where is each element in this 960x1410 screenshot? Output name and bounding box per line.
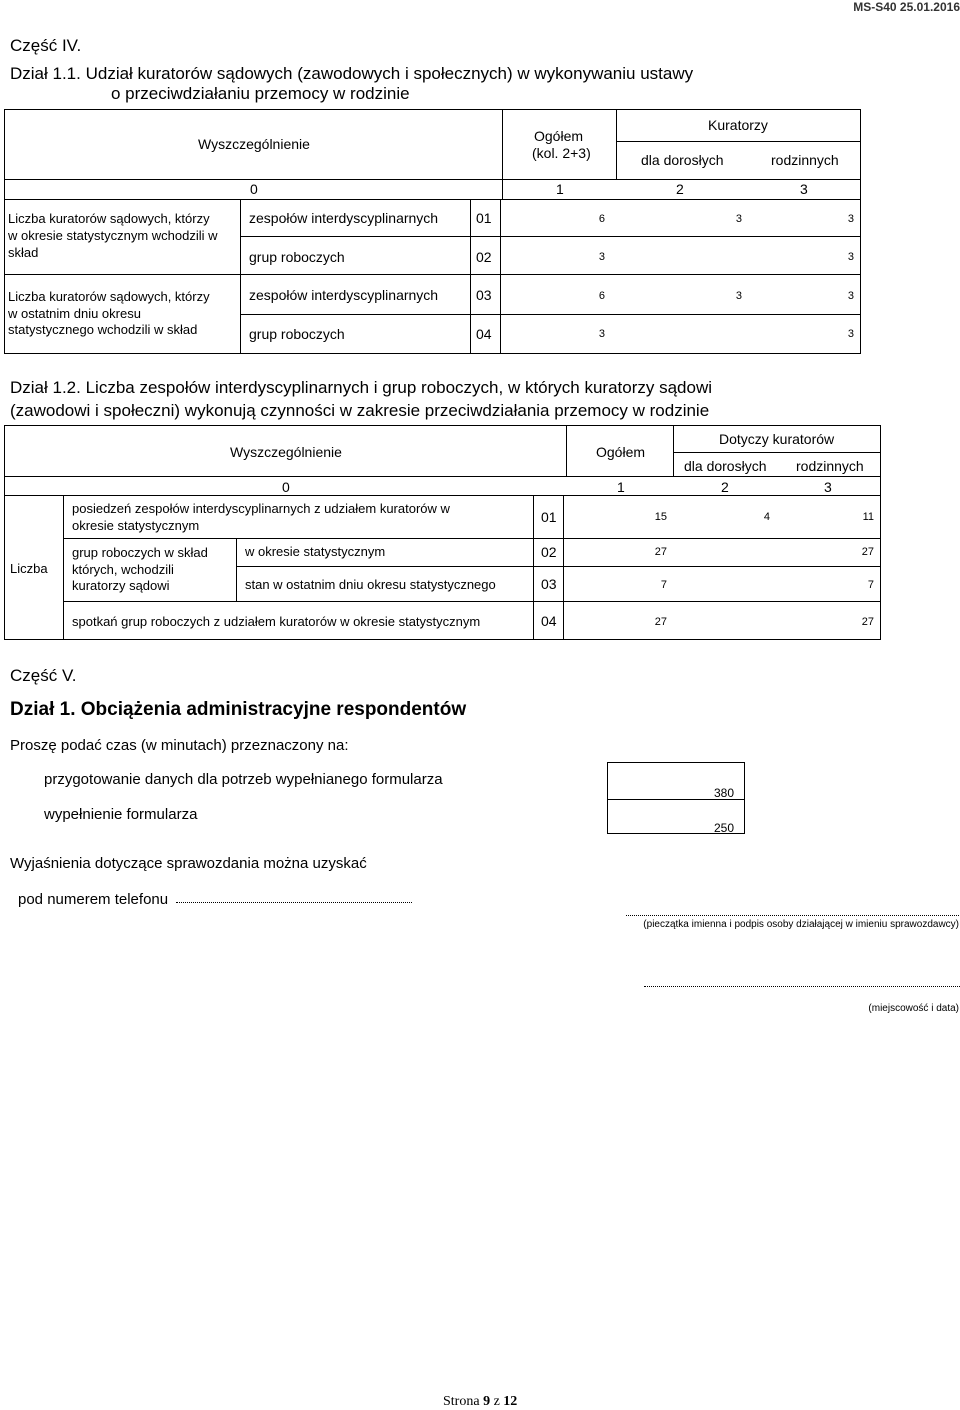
of-word: z: [493, 1394, 500, 1409]
t1-row-label: zespołów interdyscyplinarnych: [249, 287, 439, 303]
t2-row-code: 03: [541, 576, 557, 592]
t2-row4-label: spotkań grup roboczych z udziałem kuratorów w okresie statystycznym: [72, 614, 481, 629]
t1-header-total-formula: (kol. 2+3): [532, 145, 591, 161]
t2-row-family: 27: [861, 616, 874, 628]
stamp-signature-field[interactable]: [626, 915, 959, 916]
t1-row-family: 3: [847, 328, 854, 340]
t2-row-total: 27: [654, 616, 667, 628]
t2-group-label-line1: grup roboczych w skład: [72, 545, 208, 560]
phone-label: pod numerem telefonu: [18, 891, 169, 908]
t1-header-adult: dla dorosłych: [641, 152, 724, 168]
t1-group1-line1: Liczba kuratorów sądowych, którzy: [8, 211, 210, 226]
section-1-2-title-line1: Dział 1.2. Liczba zespołów interdyscyplinarnych i grup roboczych, w których kuratorzy sądowi: [10, 378, 713, 397]
t1-row-total: 3: [598, 328, 605, 340]
t1-row-code: 03: [476, 287, 492, 303]
t2-row-total: 7: [660, 579, 667, 591]
t2-col-2: 2: [721, 479, 729, 495]
t1-row-adult: 3: [735, 290, 742, 302]
t1-col-2: 2: [676, 181, 684, 197]
t1-row-code: 02: [476, 249, 492, 265]
t1-row-label: grup roboczych: [249, 326, 345, 342]
t1-group2-line2: w ostatnim dniu okresu: [8, 306, 141, 321]
part5-section-title: Dział 1. Obciążenia administracyjne respondentów: [10, 699, 467, 720]
t2-row-label: w okresie statystycznym: [245, 544, 386, 559]
t2-col-0: 0: [282, 479, 290, 495]
prep-time-value[interactable]: 380: [713, 786, 734, 800]
t2-header-dotyczy: Dotyczy kuratorów: [719, 431, 835, 447]
t1-header-kuratorzy: Kuratorzy: [708, 117, 768, 133]
t1-row-family: 3: [847, 213, 854, 225]
form-code: MS-S40 25.01.2016: [853, 0, 960, 14]
t1-row-code: 04: [476, 326, 492, 342]
t1-header-total: Ogółem: [534, 128, 584, 144]
t1-col-3: 3: [800, 181, 808, 197]
t1-group2-line1: Liczba kuratorów sądowych, którzy: [8, 289, 210, 304]
t2-row-total: 15: [654, 511, 667, 523]
t2-row-adult: 4: [763, 511, 770, 523]
part5-title: Część V.: [10, 666, 77, 685]
phone-field[interactable]: [176, 902, 412, 903]
t1-row-total: 3: [598, 251, 605, 263]
t1-row-family: 3: [847, 251, 854, 263]
t1-col-0: 0: [250, 181, 258, 197]
prep-time-label: przygotowanie danych dla potrzeb wypełnianego formularza: [44, 771, 443, 788]
t1-row-label: zespołów interdyscyplinarnych: [249, 210, 439, 226]
page-total: 12: [503, 1394, 518, 1409]
t2-row-total: 27: [654, 546, 667, 558]
t1-group1-line2: w okresie statystycznym wchodzili w: [8, 228, 218, 243]
place-date-field[interactable]: [644, 986, 960, 987]
t2-header-adult: dla dorosłych: [684, 458, 767, 474]
t2-row-label: stan w ostatnim dniu okresu statystycznego: [245, 577, 496, 592]
t1-col-1: 1: [556, 181, 564, 197]
t1-row-family: 3: [847, 290, 854, 302]
t1-group2-line3: statystycznego wchodzili w skład: [8, 322, 198, 337]
t1-row-adult: 3: [735, 213, 742, 225]
t2-row-family: 27: [861, 546, 874, 558]
t2-header-family: rodzinnych: [796, 458, 864, 474]
t2-group-label-line3: kuratorzy sądowi: [72, 578, 170, 593]
t1-header-desc: Wyszczególnienie: [198, 136, 310, 152]
t2-row-family: 7: [867, 579, 874, 591]
t2-header-total: Ogółem: [596, 444, 646, 460]
page-number: 9: [483, 1394, 491, 1409]
t2-col-3: 3: [824, 479, 832, 495]
t2-header-desc: Wyszczególnienie: [230, 444, 342, 460]
section-1-1-title-line1: Dział 1.1. Udział kuratorów sądowych (zawodowych i społecznych) w wykonywaniu ustawy: [10, 64, 694, 83]
part5-intro: Proszę podać czas (w minutach) przeznaczony na:: [10, 737, 349, 754]
stamp-caption: (pieczątka imienna i podpis osoby działającej w imieniu sprawozdawcy): [643, 919, 959, 930]
t2-side-label: Liczba: [10, 561, 48, 576]
part4-title: Część IV.: [10, 36, 82, 55]
t2-group-label-line2: których, wchodzili: [72, 562, 174, 577]
t2-row1-label-line2: okresie statystycznym: [72, 518, 200, 533]
t2-row-code: 04: [541, 613, 557, 629]
place-date-caption: (miejscowość i data): [868, 1003, 959, 1014]
page-word: Strona: [443, 1394, 480, 1409]
explanations-label: Wyjaśnienia dotyczące sprawozdania można uzyskać: [10, 855, 367, 872]
section-1-1-title-line2: o przeciwdziałaniu przemocy w rodzinie: [111, 84, 410, 103]
t2-row-code: 02: [541, 544, 557, 560]
t1-row-total: 6: [598, 290, 605, 302]
t2-row-family: 11: [862, 511, 874, 523]
t1-row-total: 6: [598, 213, 605, 225]
t1-row-code: 01: [476, 210, 492, 226]
t1-row-label: grup roboczych: [249, 249, 345, 265]
fill-time-value[interactable]: 250: [713, 821, 734, 835]
t2-row-code: 01: [541, 509, 557, 525]
t1-group1-line3: skład: [8, 245, 39, 260]
t2-col-1: 1: [617, 479, 625, 495]
t2-row1-label-line1: posiedzeń zespołów interdyscyplinarnych z udziałem kuratorów w: [72, 501, 450, 516]
fill-time-label: wypełnienie formularza: [44, 806, 198, 823]
t1-header-family: rodzinnych: [771, 152, 839, 168]
section-1-2-title-line2: (zawodowi i społeczni) wykonują czynności w zakresie przeciwdziałania przemocy w rodzinie: [10, 401, 710, 420]
